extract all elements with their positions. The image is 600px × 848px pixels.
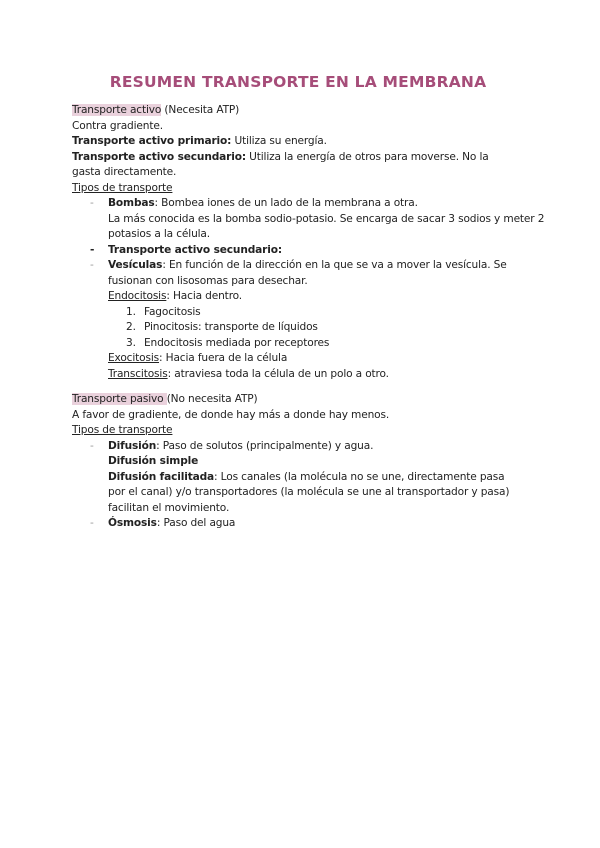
document-body: [72, 103, 545, 532]
endocitosis-text: : Hacia dentro.: [166, 290, 243, 302]
bombas-label: Bombas: [108, 197, 155, 209]
vesiculas-text: : En función de la dirección en la que se va a mover la vesícula. Se fusionan con lisosomas para desechar.: [108, 259, 507, 287]
dash-bullet: -: [90, 517, 94, 529]
passive-heading-note: (No necesita ATP): [166, 393, 258, 405]
endocitosis-line: [72, 289, 532, 305]
difusion-simple: [72, 454, 532, 470]
active-primary-text: Utiliza su energía.: [231, 135, 327, 147]
bombas-extra: La más conocida es la bomba sodio-potasio. Se encarga de sacar 3 sodios y meter 2 potasios a la célula.: [108, 212, 545, 240]
list-number: 3.: [126, 336, 136, 349]
facilitada-label: Difusión facilitada: [108, 470, 215, 483]
endo-item-text: Pinocitosis: transporte de líquidos: [144, 321, 318, 333]
bombas-text: : Bombea iones de un lado de la membrana a otra.: [154, 197, 418, 209]
endo-list-item-3: [72, 336, 532, 352]
transcitosis-text: : atraviesa toda la célula de un polo a otro.: [167, 367, 389, 380]
transcitosis-label: Transcitosis: [108, 367, 168, 380]
endocitosis-label: Endocitosis: [108, 290, 167, 302]
active-primary: [72, 134, 532, 150]
active-heading-line: [72, 103, 532, 119]
difusion-facilitada: [72, 470, 512, 517]
difusion-text: : Paso de solutos (principalmente) y agua.: [156, 439, 374, 452]
passive-heading: Transporte pasivo: [72, 393, 167, 405]
exocitosis-label: Exocitosis: [108, 352, 160, 364]
list-item-bombas: [72, 196, 548, 243]
active-heading: Transporte activo: [72, 104, 162, 116]
list-item-vesiculas: [72, 258, 548, 289]
difusion-simple-label: Difusión simple: [108, 455, 199, 467]
dash-bullet: -: [90, 243, 95, 256]
difusion-label: Difusión: [108, 439, 157, 452]
list-item-difusion: [72, 439, 532, 455]
facilitada-text: : Los canales (la molécula no se une, directamente pasa por el canal) y/o transportadores (la molécula se une al transportador y pasa) facilitan el movimiento.: [108, 470, 510, 514]
endo-item-text: Fagocitosis: [144, 305, 201, 318]
list-number: 2.: [126, 321, 136, 333]
exocitosis-text: : Hacia fuera de la célula: [159, 352, 288, 364]
active-types-heading: Tipos de transporte: [72, 181, 173, 194]
endo-list-item-1: [72, 305, 532, 321]
active-secondary-label: Transporte activo secundario:: [72, 150, 246, 163]
exocitosis-line: [72, 351, 532, 367]
list-item-osmosis: [72, 516, 532, 532]
passive-desc: A favor de gradiente, de donde hay más a donde hay menos.: [72, 408, 390, 421]
dash-bullet: -: [90, 439, 94, 452]
osmosis-label: Ósmosis: [108, 517, 157, 529]
osmosis-text: : Paso del agua: [156, 517, 236, 529]
vesiculas-label: Vesículas: [108, 259, 163, 271]
active-heading-note: (Necesita ATP): [161, 104, 240, 116]
active-secondary-text: Utiliza la energía de otros para moverse. No la gasta directamente.: [72, 150, 489, 178]
list-item-secundario: [72, 243, 532, 259]
dash-bullet: -: [90, 197, 94, 209]
endo-list-item-2: [72, 320, 532, 336]
endo-item-text: Endocitosis mediada por receptores: [144, 336, 330, 349]
active-secondary: [72, 150, 512, 181]
dash-bullet: -: [90, 259, 94, 271]
active-primary-label: Transporte activo primario:: [72, 135, 232, 147]
active-desc: Contra gradiente.: [72, 119, 163, 132]
transcitosis-line: [72, 367, 532, 383]
passive-heading-line: [72, 392, 532, 408]
document-title: RESUMEN TRANSPORTE EN LA MEMBRANA: [109, 73, 487, 91]
list-number: 1.: [126, 305, 136, 318]
passive-types-heading: Tipos de transporte: [72, 424, 173, 436]
secundario-label: Transporte activo secundario:: [108, 243, 282, 256]
